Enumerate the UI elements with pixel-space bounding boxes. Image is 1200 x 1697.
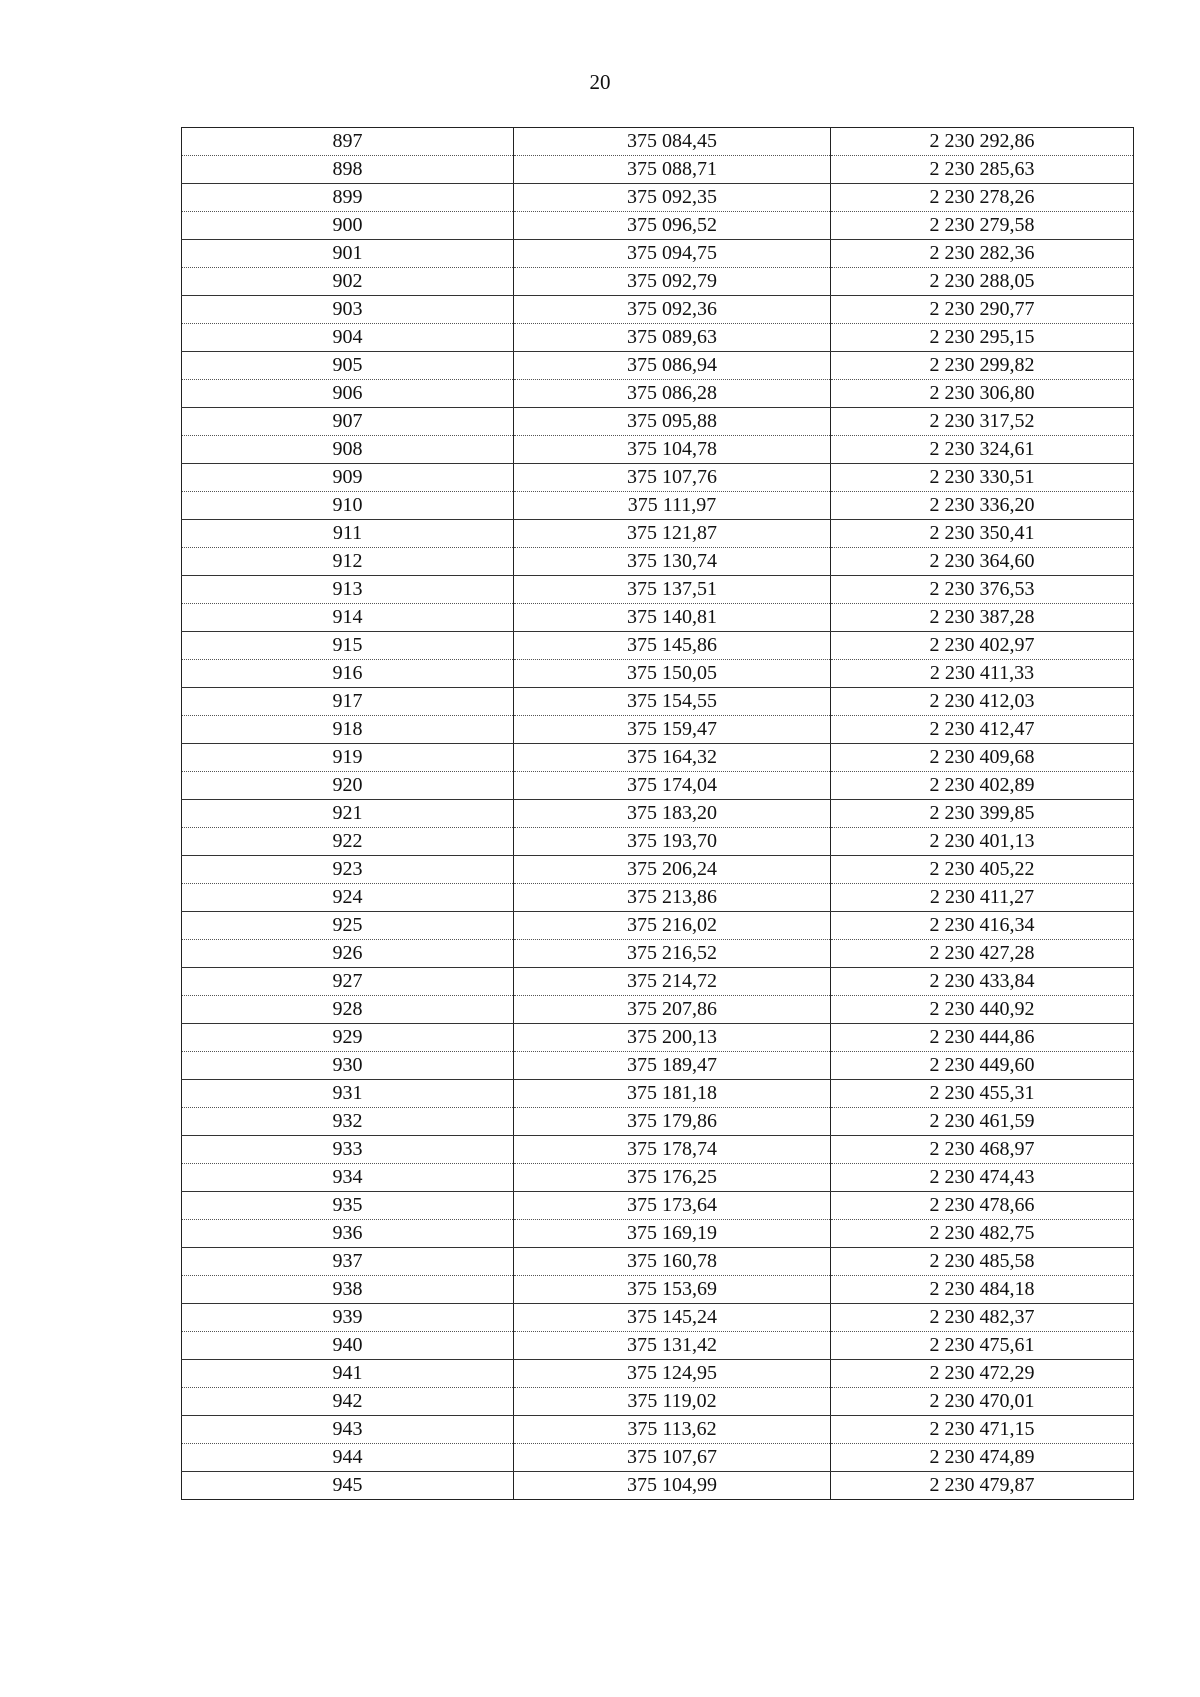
- x-coordinate-cell: 375 104,78: [514, 436, 831, 464]
- table-row: [182, 324, 1134, 352]
- point-number-cell: 927: [182, 968, 514, 996]
- page-number: 20: [589, 70, 611, 94]
- point-number-cell: 929: [182, 1024, 514, 1052]
- point-number-cell: 902: [182, 268, 514, 296]
- y-coordinate-cell: 2 230 474,43: [831, 1164, 1134, 1192]
- point-number-cell: 909: [182, 464, 514, 492]
- y-coordinate-cell: 2 230 336,20: [831, 492, 1134, 520]
- x-coordinate-cell: 375 107,67: [514, 1444, 831, 1472]
- y-coordinate-cell: 2 230 350,41: [831, 520, 1134, 548]
- point-number-cell: 913: [182, 576, 514, 604]
- x-coordinate-cell: 375 181,18: [514, 1080, 831, 1108]
- table-row: [182, 520, 1134, 548]
- y-coordinate-cell: 2 230 306,80: [831, 380, 1134, 408]
- point-number-cell: 908: [182, 436, 514, 464]
- x-coordinate-cell: 375 150,05: [514, 660, 831, 688]
- point-number-cell: 925: [182, 912, 514, 940]
- point-number-cell: 917: [182, 688, 514, 716]
- table-row: [182, 156, 1134, 184]
- y-coordinate-cell: 2 230 279,58: [831, 212, 1134, 240]
- point-number-cell: 910: [182, 492, 514, 520]
- table-row: [182, 240, 1134, 268]
- x-coordinate-cell: 375 174,04: [514, 772, 831, 800]
- x-coordinate-cell: 375 092,35: [514, 184, 831, 212]
- table-row: [182, 1220, 1134, 1248]
- point-number-cell: 934: [182, 1164, 514, 1192]
- x-coordinate-cell: 375 119,02: [514, 1388, 831, 1416]
- table-row: [182, 380, 1134, 408]
- y-coordinate-cell: 2 230 468,97: [831, 1136, 1134, 1164]
- table-row: [182, 884, 1134, 912]
- y-coordinate-cell: 2 230 485,58: [831, 1248, 1134, 1276]
- point-number-cell: 904: [182, 324, 514, 352]
- point-number-cell: 944: [182, 1444, 514, 1472]
- point-number-cell: 898: [182, 156, 514, 184]
- point-number-cell: 912: [182, 548, 514, 576]
- point-number-cell: 928: [182, 996, 514, 1024]
- x-coordinate-cell: 375 086,94: [514, 352, 831, 380]
- y-coordinate-cell: 2 230 478,66: [831, 1192, 1134, 1220]
- x-coordinate-cell: 375 213,86: [514, 884, 831, 912]
- table-row: [182, 1444, 1134, 1472]
- point-number-cell: 935: [182, 1192, 514, 1220]
- point-number-cell: 937: [182, 1248, 514, 1276]
- table-row: [182, 772, 1134, 800]
- table-row: [182, 184, 1134, 212]
- table-row: [182, 1276, 1134, 1304]
- point-number-cell: 942: [182, 1388, 514, 1416]
- y-coordinate-cell: 2 230 412,03: [831, 688, 1134, 716]
- y-coordinate-cell: 2 230 471,15: [831, 1416, 1134, 1444]
- y-coordinate-cell: 2 230 402,89: [831, 772, 1134, 800]
- x-coordinate-cell: 375 173,64: [514, 1192, 831, 1220]
- y-coordinate-cell: 2 230 449,60: [831, 1052, 1134, 1080]
- table-row: [182, 1108, 1134, 1136]
- y-coordinate-cell: 2 230 411,27: [831, 884, 1134, 912]
- x-coordinate-cell: 375 096,52: [514, 212, 831, 240]
- coordinates-table-body: [182, 128, 1134, 1500]
- x-coordinate-cell: 375 189,47: [514, 1052, 831, 1080]
- point-number-cell: 924: [182, 884, 514, 912]
- x-coordinate-cell: 375 169,19: [514, 1220, 831, 1248]
- x-coordinate-cell: 375 095,88: [514, 408, 831, 436]
- point-number-cell: 915: [182, 632, 514, 660]
- point-number-cell: 922: [182, 828, 514, 856]
- table-row: [182, 212, 1134, 240]
- point-number-cell: 906: [182, 380, 514, 408]
- x-coordinate-cell: 375 193,70: [514, 828, 831, 856]
- table-row: [182, 996, 1134, 1024]
- table-row: [182, 1304, 1134, 1332]
- table-row: [182, 1416, 1134, 1444]
- x-coordinate-cell: 375 178,74: [514, 1136, 831, 1164]
- y-coordinate-cell: 2 230 474,89: [831, 1444, 1134, 1472]
- table-row: [182, 968, 1134, 996]
- x-coordinate-cell: 375 179,86: [514, 1108, 831, 1136]
- x-coordinate-cell: 375 200,13: [514, 1024, 831, 1052]
- y-coordinate-cell: 2 230 482,75: [831, 1220, 1134, 1248]
- table-row: [182, 912, 1134, 940]
- point-number-cell: 921: [182, 800, 514, 828]
- table-row: [182, 828, 1134, 856]
- x-coordinate-cell: 375 176,25: [514, 1164, 831, 1192]
- y-coordinate-cell: 2 230 482,37: [831, 1304, 1134, 1332]
- y-coordinate-cell: 2 230 416,34: [831, 912, 1134, 940]
- x-coordinate-cell: 375 137,51: [514, 576, 831, 604]
- x-coordinate-cell: 375 207,86: [514, 996, 831, 1024]
- point-number-cell: 897: [182, 128, 514, 156]
- x-coordinate-cell: 375 104,99: [514, 1472, 831, 1500]
- point-number-cell: 941: [182, 1360, 514, 1388]
- point-number-cell: 911: [182, 520, 514, 548]
- table-row: [182, 604, 1134, 632]
- x-coordinate-cell: 375 084,45: [514, 128, 831, 156]
- x-coordinate-cell: 375 153,69: [514, 1276, 831, 1304]
- table-row: [182, 940, 1134, 968]
- y-coordinate-cell: 2 230 472,29: [831, 1360, 1134, 1388]
- y-coordinate-cell: 2 230 288,05: [831, 268, 1134, 296]
- table-row: [182, 408, 1134, 436]
- table-row: [182, 128, 1134, 156]
- y-coordinate-cell: 2 230 278,26: [831, 184, 1134, 212]
- x-coordinate-cell: 375 140,81: [514, 604, 831, 632]
- point-number-cell: 938: [182, 1276, 514, 1304]
- x-coordinate-cell: 375 086,28: [514, 380, 831, 408]
- x-coordinate-cell: 375 113,62: [514, 1416, 831, 1444]
- table-row: [182, 548, 1134, 576]
- table-row: [182, 1024, 1134, 1052]
- x-coordinate-cell: 375 216,02: [514, 912, 831, 940]
- table-row: [182, 1052, 1134, 1080]
- x-coordinate-cell: 375 130,74: [514, 548, 831, 576]
- table-row: [182, 268, 1134, 296]
- y-coordinate-cell: 2 230 444,86: [831, 1024, 1134, 1052]
- x-coordinate-cell: 375 121,87: [514, 520, 831, 548]
- y-coordinate-cell: 2 230 317,52: [831, 408, 1134, 436]
- point-number-cell: 918: [182, 716, 514, 744]
- y-coordinate-cell: 2 230 295,15: [831, 324, 1134, 352]
- y-coordinate-cell: 2 230 412,47: [831, 716, 1134, 744]
- y-coordinate-cell: 2 230 455,31: [831, 1080, 1134, 1108]
- y-coordinate-cell: 2 230 324,61: [831, 436, 1134, 464]
- x-coordinate-cell: 375 145,86: [514, 632, 831, 660]
- point-number-cell: 919: [182, 744, 514, 772]
- y-coordinate-cell: 2 230 290,77: [831, 296, 1134, 324]
- point-number-cell: 914: [182, 604, 514, 632]
- x-coordinate-cell: 375 111,97: [514, 492, 831, 520]
- table-row: [182, 632, 1134, 660]
- table-row: [182, 856, 1134, 884]
- y-coordinate-cell: 2 230 484,18: [831, 1276, 1134, 1304]
- y-coordinate-cell: 2 230 427,28: [831, 940, 1134, 968]
- table-row: [182, 1136, 1134, 1164]
- table-row: [182, 436, 1134, 464]
- y-coordinate-cell: 2 230 405,22: [831, 856, 1134, 884]
- x-coordinate-cell: 375 216,52: [514, 940, 831, 968]
- y-coordinate-cell: 2 230 475,61: [831, 1332, 1134, 1360]
- x-coordinate-cell: 375 089,63: [514, 324, 831, 352]
- x-coordinate-cell: 375 206,24: [514, 856, 831, 884]
- point-number-cell: 936: [182, 1220, 514, 1248]
- table-row: [182, 1248, 1134, 1276]
- y-coordinate-cell: 2 230 401,13: [831, 828, 1134, 856]
- x-coordinate-cell: 375 092,79: [514, 268, 831, 296]
- point-number-cell: 907: [182, 408, 514, 436]
- table-row: [182, 660, 1134, 688]
- x-coordinate-cell: 375 145,24: [514, 1304, 831, 1332]
- point-number-cell: 926: [182, 940, 514, 968]
- y-coordinate-cell: 2 230 433,84: [831, 968, 1134, 996]
- y-coordinate-cell: 2 230 285,63: [831, 156, 1134, 184]
- point-number-cell: 916: [182, 660, 514, 688]
- y-coordinate-cell: 2 230 461,59: [831, 1108, 1134, 1136]
- table-row: [182, 1192, 1134, 1220]
- table-row: [182, 296, 1134, 324]
- point-number-cell: 920: [182, 772, 514, 800]
- point-number-cell: 903: [182, 296, 514, 324]
- table-row: [182, 1388, 1134, 1416]
- y-coordinate-cell: 2 230 364,60: [831, 548, 1134, 576]
- point-number-cell: 945: [182, 1472, 514, 1500]
- y-coordinate-cell: 2 230 330,51: [831, 464, 1134, 492]
- x-coordinate-cell: 375 094,75: [514, 240, 831, 268]
- point-number-cell: 932: [182, 1108, 514, 1136]
- x-coordinate-cell: 375 183,20: [514, 800, 831, 828]
- y-coordinate-cell: 2 230 470,01: [831, 1388, 1134, 1416]
- table-row: [182, 352, 1134, 380]
- x-coordinate-cell: 375 092,36: [514, 296, 831, 324]
- point-number-cell: 943: [182, 1416, 514, 1444]
- table-row: [182, 1332, 1134, 1360]
- x-coordinate-cell: 375 131,42: [514, 1332, 831, 1360]
- point-number-cell: 899: [182, 184, 514, 212]
- y-coordinate-cell: 2 230 282,36: [831, 240, 1134, 268]
- y-coordinate-cell: 2 230 402,97: [831, 632, 1134, 660]
- point-number-cell: 940: [182, 1332, 514, 1360]
- table-row: [182, 716, 1134, 744]
- x-coordinate-cell: 375 088,71: [514, 156, 831, 184]
- point-number-cell: 930: [182, 1052, 514, 1080]
- y-coordinate-cell: 2 230 409,68: [831, 744, 1134, 772]
- x-coordinate-cell: 375 107,76: [514, 464, 831, 492]
- point-number-cell: 931: [182, 1080, 514, 1108]
- y-coordinate-cell: 2 230 376,53: [831, 576, 1134, 604]
- y-coordinate-cell: 2 230 411,33: [831, 660, 1134, 688]
- point-number-cell: 933: [182, 1136, 514, 1164]
- y-coordinate-cell: 2 230 387,28: [831, 604, 1134, 632]
- x-coordinate-cell: 375 160,78: [514, 1248, 831, 1276]
- y-coordinate-cell: 2 230 399,85: [831, 800, 1134, 828]
- point-number-cell: 901: [182, 240, 514, 268]
- x-coordinate-cell: 375 154,55: [514, 688, 831, 716]
- table-row: [182, 1080, 1134, 1108]
- table-row: [182, 464, 1134, 492]
- table-row: [182, 688, 1134, 716]
- table-row: [182, 1472, 1134, 1500]
- table-row: [182, 1164, 1134, 1192]
- point-number-cell: 939: [182, 1304, 514, 1332]
- table-row: [182, 800, 1134, 828]
- y-coordinate-cell: 2 230 479,87: [831, 1472, 1134, 1500]
- point-number-cell: 900: [182, 212, 514, 240]
- x-coordinate-cell: 375 124,95: [514, 1360, 831, 1388]
- x-coordinate-cell: 375 159,47: [514, 716, 831, 744]
- y-coordinate-cell: 2 230 292,86: [831, 128, 1134, 156]
- x-coordinate-cell: 375 164,32: [514, 744, 831, 772]
- table-row: [182, 492, 1134, 520]
- coordinates-table: [181, 127, 1134, 1500]
- table-row: [182, 1360, 1134, 1388]
- y-coordinate-cell: 2 230 440,92: [831, 996, 1134, 1024]
- point-number-cell: 905: [182, 352, 514, 380]
- table-row: [182, 744, 1134, 772]
- table-row: [182, 576, 1134, 604]
- x-coordinate-cell: 375 214,72: [514, 968, 831, 996]
- point-number-cell: 923: [182, 856, 514, 884]
- y-coordinate-cell: 2 230 299,82: [831, 352, 1134, 380]
